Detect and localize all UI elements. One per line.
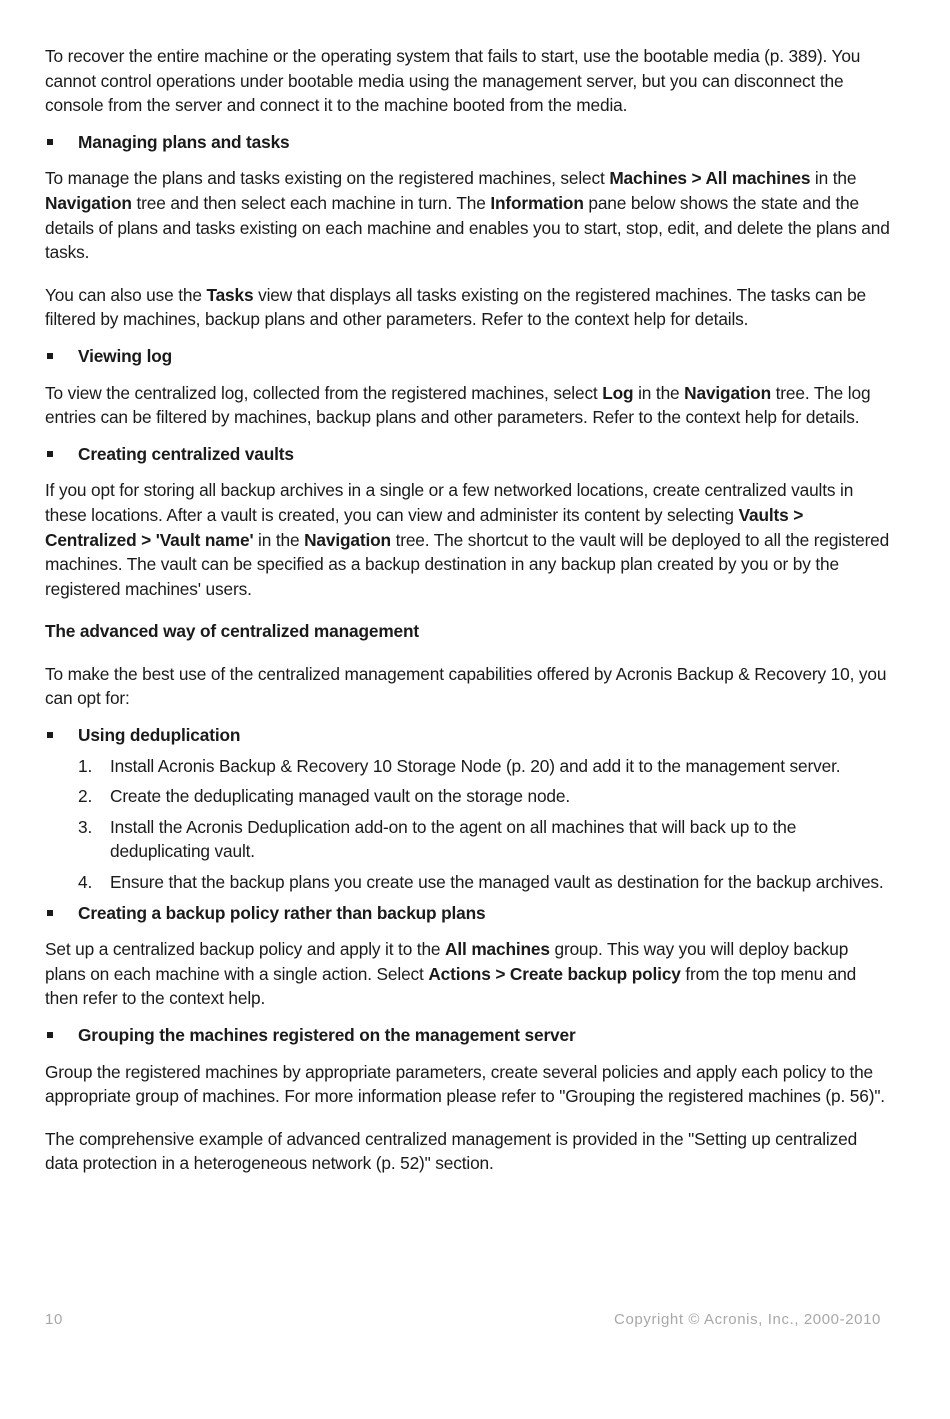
copyright-notice: Copyright © Acronis, Inc., 2000-2010 bbox=[614, 1311, 881, 1328]
page-content bbox=[45, 44, 890, 1176]
dedup-step: 4. Ensure that the backup plans you create use the managed vault as destination for the backup archives. bbox=[78, 872, 884, 893]
dedup-step: 2. Create the deduplicating managed vault on the storage node. bbox=[78, 786, 570, 807]
backup-policy-paragraph: Set up a centralized backup policy and apply it to the All machines group. This way you will deploy backup plans on each machine with a single action. Select Actions > Create backup policy from the top menu and then refer to the context help. bbox=[45, 939, 857, 1009]
dedup-step: 3. Install the Acronis Deduplication add-on to the agent on all machines that will back up to the deduplicating vault. bbox=[78, 816, 797, 862]
comprehensive-example-paragraph: The comprehensive example of advanced centralized management is provided in the "Setting up centralized data protection in a heterogeneous network (p. 52)" section. bbox=[45, 1128, 858, 1174]
viewing-log-heading: Viewing log bbox=[45, 344, 890, 369]
bullet-square-icon bbox=[47, 1032, 53, 1038]
centralized-vaults-heading: Creating centralized vaults bbox=[45, 442, 890, 467]
intro-paragraph: To recover the entire machine or the operating system that fails to start, use the bootable media (p. 389). You cannot control operations under bootable media using the management server, but you can disconnect the console from the server and connect it to the machine booted from the media. bbox=[45, 46, 861, 116]
grouping-machines-heading: Grouping the machines registered on the management server bbox=[45, 1023, 890, 1048]
centralized-vaults-paragraph: If you opt for storing all backup archives in a single or a few networked locations, create centralized vaults in these locations. After a vault is created, you can view and administer its content by selecting Vaults > Centralized > 'Vault name' in the Navigation tree. The shortcut to the vault will be deployed to all the registered machines. The vault can be specified as a backup destination in any backup plan created by you or by the registered machines' users. bbox=[45, 480, 890, 599]
grouping-paragraph: Group the registered machines by appropriate parameters, create several policies and apply each policy to the appropriate group of machines. For more information please refer to "Grouping the registered machines (p. 56)". bbox=[45, 1061, 885, 1107]
backup-policy-heading: Creating a backup policy rather than backup plans bbox=[45, 901, 890, 926]
managing-paragraph-2: You can also use the Tasks view that displays all tasks existing on the registered machines. The tasks can be filtered by machines, backup plans and other parameters. Refer to the context help for details. bbox=[45, 284, 866, 330]
bullet-square-icon bbox=[47, 353, 53, 359]
deduplication-heading: Using deduplication bbox=[45, 723, 890, 748]
dedup-step: 1. Install Acronis Backup & Recovery 10 Storage Node (p. 20) and add it to the management server. bbox=[78, 755, 841, 776]
managing-plans-heading: Managing plans and tasks bbox=[45, 130, 890, 155]
viewing-log-paragraph: To view the centralized log, collected from the registered machines, select Log in the Navigation tree. The log entries can be filtered by machines, backup plans and other parameters. Refer to the context help for details. bbox=[45, 382, 871, 428]
bullet-square-icon bbox=[47, 451, 53, 457]
page-number: 10 bbox=[45, 1311, 63, 1328]
bullet-square-icon bbox=[47, 732, 53, 738]
bullet-square-icon bbox=[47, 139, 53, 145]
bullet-square-icon bbox=[47, 910, 53, 916]
managing-paragraph-1: To manage the plans and tasks existing on the registered machines, select Machines > All machines in the Navigation tree and then select each machine in turn. The Information pane below shows the state and the details of plans and tasks existing on each machine and enables you to start, stop, edit, and delete the plans and tasks. bbox=[45, 168, 890, 263]
advanced-intro-paragraph: To make the best use of the centralized management capabilities offered by Acronis Backup & Recovery 10, you can opt for: bbox=[45, 663, 887, 709]
advanced-section-heading: The advanced way of centralized management bbox=[45, 621, 420, 642]
